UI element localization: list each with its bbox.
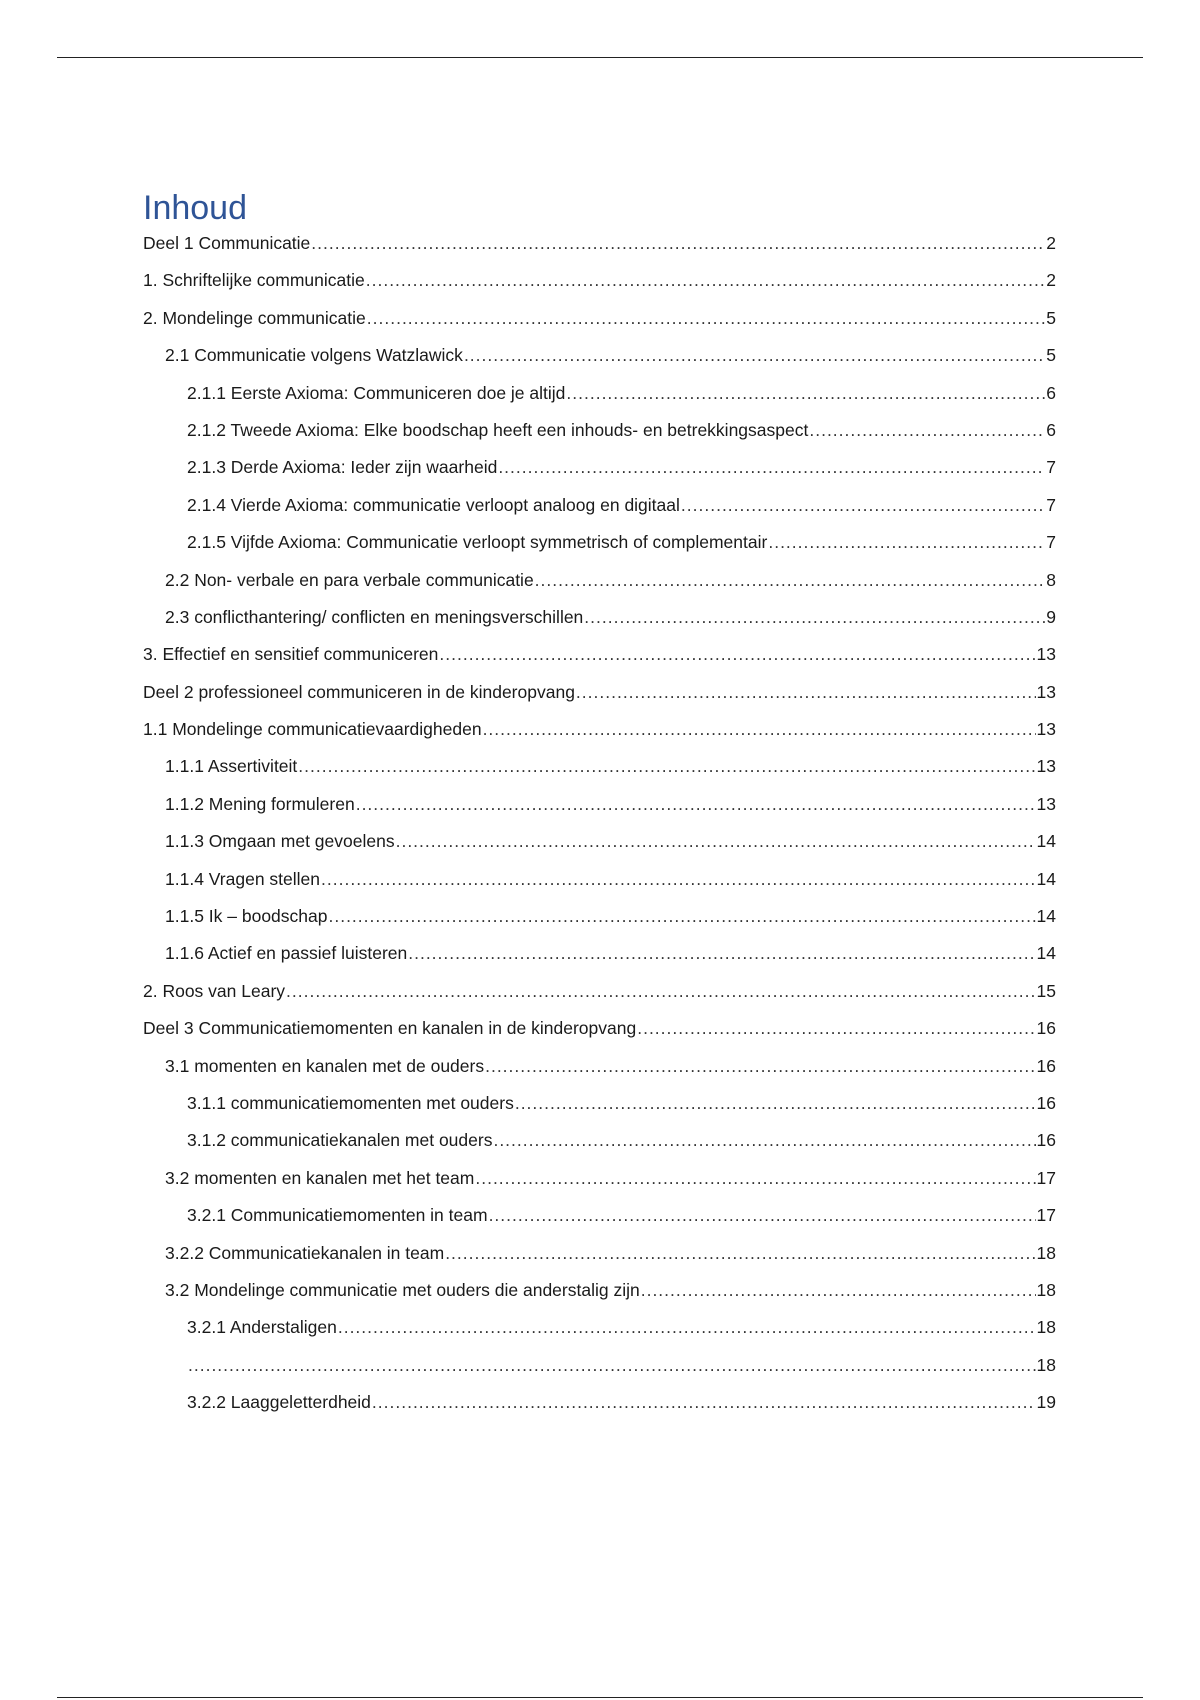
toc-entry[interactable] — [143, 606, 1056, 643]
dot-leader — [356, 793, 1036, 815]
dot-leader — [637, 1017, 1035, 1039]
toc-entry-label: 2.3 conflicthantering/ conflicten en meningsverschillen — [165, 606, 584, 627]
toc-entry-page-number: 13 — [1036, 644, 1056, 665]
toc-entry-page-number: 9 — [1046, 606, 1056, 627]
toc-entry-page-number: 14 — [1036, 906, 1056, 927]
toc-entry[interactable] — [143, 1279, 1056, 1316]
toc-entry-label: 1. Schriftelijke communicatie — [143, 270, 365, 291]
toc-entry-page-number: 13 — [1036, 681, 1056, 702]
toc-entry[interactable] — [143, 942, 1056, 979]
toc-entry-page-number: 16 — [1036, 1055, 1056, 1076]
toc-entry[interactable] — [143, 830, 1056, 867]
toc-entry-page-number: 8 — [1046, 569, 1056, 590]
toc-entry-label: 2.2 Non- verbale en para verbale communicatie — [165, 569, 534, 590]
toc-entry-label: 2.1.5 Vijfde Axioma: Communicatie verloopt symmetrisch of complementair — [187, 532, 768, 553]
dot-leader — [535, 569, 1045, 591]
toc-entry-label: 1.1.6 Actief en passief luisteren — [165, 943, 408, 964]
dot-leader — [367, 307, 1045, 329]
toc-entry[interactable] — [143, 1242, 1056, 1279]
toc-entry-page-number: 13 — [1036, 719, 1056, 740]
dot-leader — [485, 1055, 1035, 1077]
dot-leader — [576, 681, 1036, 703]
dot-leader — [464, 344, 1045, 366]
toc-entry[interactable] — [143, 755, 1056, 792]
dot-leader — [809, 419, 1045, 441]
toc-entry-page-number: 17 — [1036, 1205, 1056, 1226]
toc-entry-label: 2.1.2 Tweede Axioma: Elke boodschap heeft een inhouds- en betrekkingsaspect — [187, 419, 809, 440]
toc-entry-page-number: 18 — [1036, 1242, 1056, 1263]
dot-leader — [439, 643, 1035, 665]
dot-leader — [298, 755, 1035, 777]
toc-entry[interactable] — [143, 269, 1056, 306]
toc-entry-page-number: 7 — [1046, 494, 1056, 515]
toc-entry-label: 1.1 Mondelinge communicatievaardigheden — [143, 719, 482, 740]
dot-leader — [396, 830, 1036, 852]
toc-entry-page-number: 14 — [1036, 943, 1056, 964]
toc-entry[interactable] — [143, 307, 1056, 344]
dot-leader — [321, 868, 1036, 890]
dot-leader — [372, 1391, 1036, 1413]
dot-leader — [498, 456, 1045, 478]
toc-entry-label: 2.1.3 Derde Axioma: Ieder zijn waarheid — [187, 457, 498, 478]
toc-entry-page-number: 14 — [1036, 831, 1056, 852]
toc-entry-page-number: 16 — [1036, 1130, 1056, 1151]
dot-leader — [493, 1129, 1035, 1151]
dot-leader — [566, 382, 1045, 404]
toc-entry[interactable] — [143, 232, 1056, 269]
toc-entry-label: 2. Roos van Leary — [143, 980, 286, 1001]
toc-entry-label: 2.1 Communicatie volgens Watzlawick — [165, 345, 463, 366]
toc-entry-page-number: 6 — [1046, 419, 1056, 440]
toc-entry-label: 3.2.1 Communicatiemomenten in team — [187, 1205, 488, 1226]
toc-entry-label: Deel 3 Communicatiemomenten en kanalen in de kinderopvang — [143, 1018, 637, 1039]
toc-entry-page-number: 2 — [1046, 270, 1056, 291]
toc-entry-label: 1.1.4 Vragen stellen — [165, 868, 321, 889]
toc-title: Inhoud — [143, 189, 247, 227]
toc-entry-page-number: 15 — [1036, 980, 1056, 1001]
toc-entry[interactable] — [143, 531, 1056, 568]
toc-entry-label: 3.2 Mondelinge communicatie met ouders die anderstalig zijn — [165, 1279, 640, 1300]
toc-entry[interactable] — [143, 419, 1056, 456]
toc-entry[interactable] — [143, 793, 1056, 830]
toc-entry-label: 2.1.1 Eerste Axioma: Communiceren doe je altijd — [187, 382, 566, 403]
toc-entry-page-number: 16 — [1036, 1092, 1056, 1113]
header-rule — [57, 57, 1143, 58]
toc-entry-label: 3.2 momenten en kanalen met het team — [165, 1167, 475, 1188]
toc-entry-label: Deel 2 professioneel communiceren in de kinderopvang — [143, 681, 575, 702]
toc-entry-label: 1.1.5 Ik – boodschap — [165, 906, 328, 927]
toc-entry[interactable] — [143, 681, 1056, 718]
dot-leader — [475, 1167, 1035, 1189]
toc-entry[interactable] — [143, 643, 1056, 680]
toc-entry[interactable] — [143, 1354, 1056, 1391]
toc-entry[interactable] — [143, 456, 1056, 493]
dot-leader — [188, 1354, 1036, 1376]
toc-entry[interactable] — [143, 1092, 1056, 1129]
toc-entry-page-number: 7 — [1046, 457, 1056, 478]
toc-entry-label: 3.1 momenten en kanalen met de ouders — [165, 1055, 485, 1076]
toc-entry-label: 3.1.2 communicatiekanalen met ouders — [187, 1130, 493, 1151]
toc-entry-label: Deel 1 Communicatie — [143, 233, 311, 253]
toc-entry-page-number: 18 — [1036, 1354, 1056, 1375]
toc-entry-label: 3.2.2 Laaggeletterdheid — [187, 1392, 371, 1413]
toc-entry-page-number: 13 — [1036, 756, 1056, 777]
toc-entry-label: 1.1.1 Assertiviteit — [165, 756, 298, 777]
toc-entry-label: 1.1.2 Mening formuleren — [165, 793, 355, 814]
toc-entry[interactable] — [143, 382, 1056, 419]
toc-entry[interactable] — [143, 1204, 1056, 1241]
toc-entry[interactable] — [143, 1017, 1056, 1054]
toc-entry-label: 3. Effectief en sensitief communiceren — [143, 644, 439, 665]
dot-leader — [328, 905, 1035, 927]
dot-leader — [445, 1242, 1035, 1264]
toc-entry[interactable] — [143, 980, 1056, 1017]
toc-entry[interactable] — [143, 1316, 1056, 1353]
toc-entry-page-number: 5 — [1046, 345, 1056, 366]
toc-entry-page-number: 19 — [1036, 1392, 1056, 1413]
toc-entry[interactable] — [143, 905, 1056, 942]
footer-rule — [57, 1697, 1143, 1698]
toc-entry[interactable] — [143, 1391, 1056, 1428]
dot-leader — [681, 494, 1045, 516]
toc-entry-page-number: 7 — [1046, 532, 1056, 553]
dot-leader — [489, 1204, 1036, 1226]
dot-leader — [338, 1316, 1036, 1338]
dot-leader — [584, 606, 1045, 628]
toc-entry-label: 1.1.3 Omgaan met gevoelens — [165, 831, 395, 852]
dot-leader — [311, 232, 1045, 254]
toc-entry[interactable] — [143, 1129, 1056, 1166]
dot-leader — [641, 1279, 1036, 1301]
dot-leader — [286, 980, 1036, 1002]
toc-entry-page-number: 16 — [1036, 1018, 1056, 1039]
toc-entry-page-number: 18 — [1036, 1279, 1056, 1300]
toc-entry-label: 3.1.1 communicatiemomenten met ouders — [187, 1092, 514, 1113]
dot-leader — [768, 531, 1045, 553]
toc-entry-page-number: 5 — [1046, 307, 1056, 328]
toc-entry-page-number: 17 — [1036, 1167, 1056, 1188]
toc-entry-page-number: 2 — [1046, 233, 1056, 253]
toc-entry-label: 3.2.1 Anderstaligen — [187, 1317, 337, 1338]
toc-entry[interactable] — [143, 868, 1056, 905]
toc-entry-page-number: 6 — [1046, 382, 1056, 403]
toc-entry[interactable] — [143, 344, 1056, 381]
toc-entry-label: 3.2.2 Communicatiekanalen in team — [165, 1242, 445, 1263]
dot-leader — [366, 269, 1045, 291]
toc-entry-page-number: 18 — [1036, 1317, 1056, 1338]
toc-entry-label: 2.1.4 Vierde Axioma: communicatie verloopt analoog en digitaal — [187, 494, 680, 515]
toc-entry[interactable] — [143, 569, 1056, 606]
toc-entry-label: 2. Mondelinge communicatie — [143, 307, 366, 328]
toc-entry[interactable] — [143, 1167, 1056, 1204]
toc-entry-page-number: 13 — [1036, 793, 1056, 814]
toc-entry-page-number: 14 — [1036, 868, 1056, 889]
dot-leader — [483, 718, 1036, 740]
toc-entry[interactable] — [143, 1055, 1056, 1092]
toc-entry[interactable] — [143, 494, 1056, 531]
table-of-contents — [143, 232, 1056, 1429]
dot-leader — [408, 942, 1035, 964]
dot-leader — [515, 1092, 1036, 1114]
toc-entry[interactable] — [143, 718, 1056, 755]
